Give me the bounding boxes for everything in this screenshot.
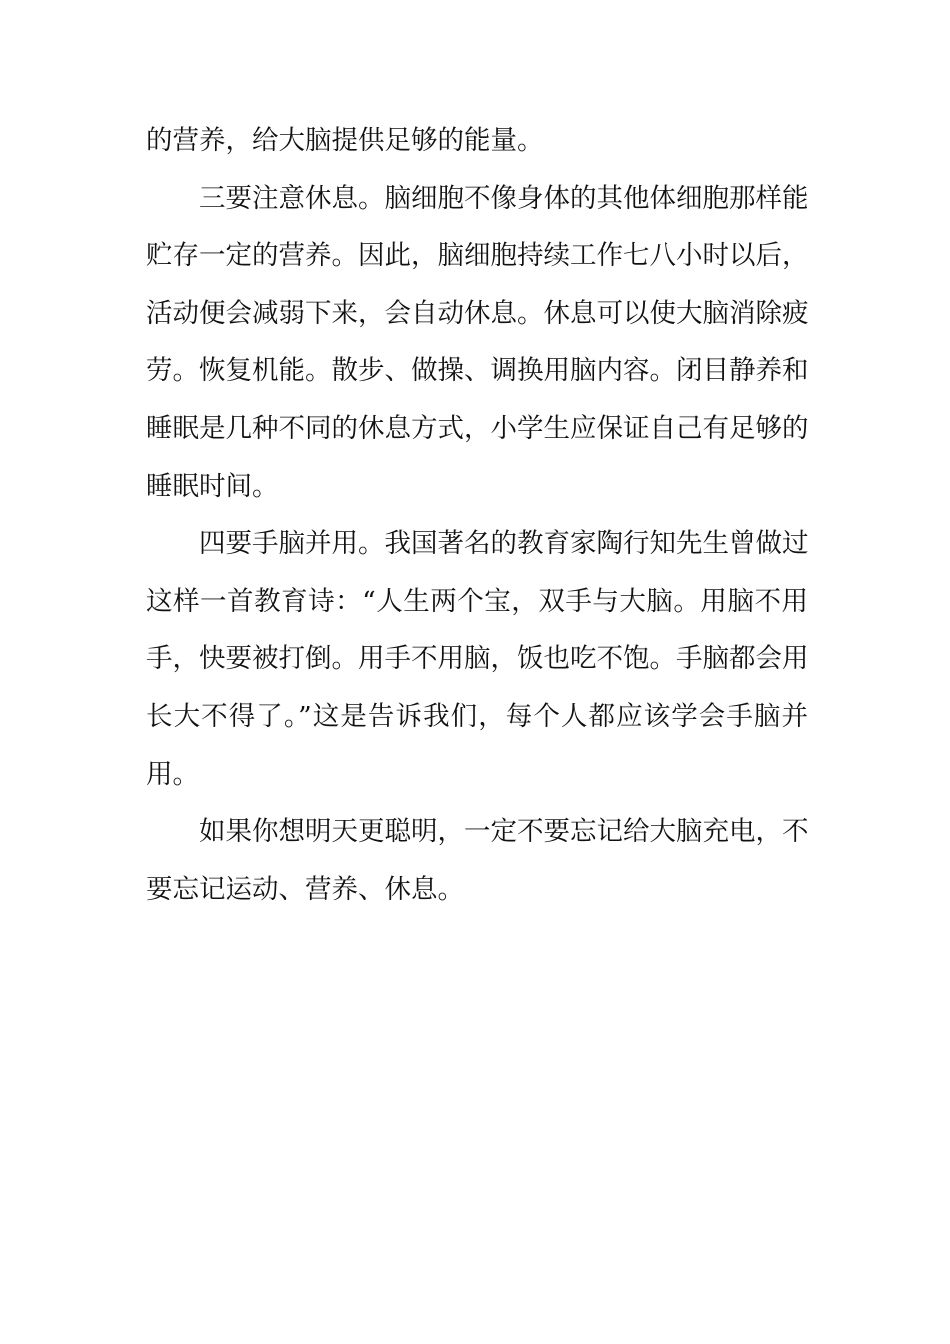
text-line: 这样一首教育诗：“人生两个宝，双手与大脑。用脑不用 — [146, 585, 808, 617]
paragraph-conclusion — [146, 803, 808, 918]
text-line: 三要注意休息。脑细胞不像身体的其他体细胞那样能 — [199, 182, 808, 214]
text-line: 劳。恢复机能。散步、做操、调换用脑内容。闭目静养和 — [146, 355, 808, 387]
text-line: 长大不得了。”这是告诉我们，每个人都应该学会手脑并 — [146, 700, 808, 732]
text-line: 用。 — [146, 758, 199, 790]
paragraph-nutrition-end — [146, 112, 808, 170]
text-line: 要忘记运动、营养、休息。 — [146, 873, 464, 905]
paragraph-rest — [146, 170, 808, 516]
text-line: 四要手脑并用。我国著名的教育家陶行知先生曾做过 — [199, 528, 808, 560]
text-line: 手，快要被打倒。用手不用脑，饭也吃不饱。手脑都会用 — [146, 643, 808, 675]
text-line: 睡眠是几种不同的休息方式，小学生应保证自己有足够的 — [146, 412, 808, 444]
text-line: 如果你想明天更聪明，一定不要忘记给大脑充电，不 — [199, 816, 808, 848]
body-text — [146, 112, 808, 918]
text-line: 睡眠时间。 — [146, 470, 279, 502]
paragraph-hands-and-brain — [146, 515, 808, 803]
text-line: 活动便会减弱下来，会自动休息。休息可以使大脑消除疲 — [146, 297, 808, 329]
text-line: 贮存一定的营养。因此，脑细胞持续工作七八小时以后， — [146, 240, 808, 272]
text-line: 的营养，给大脑提供足够的能量。 — [146, 125, 544, 156]
